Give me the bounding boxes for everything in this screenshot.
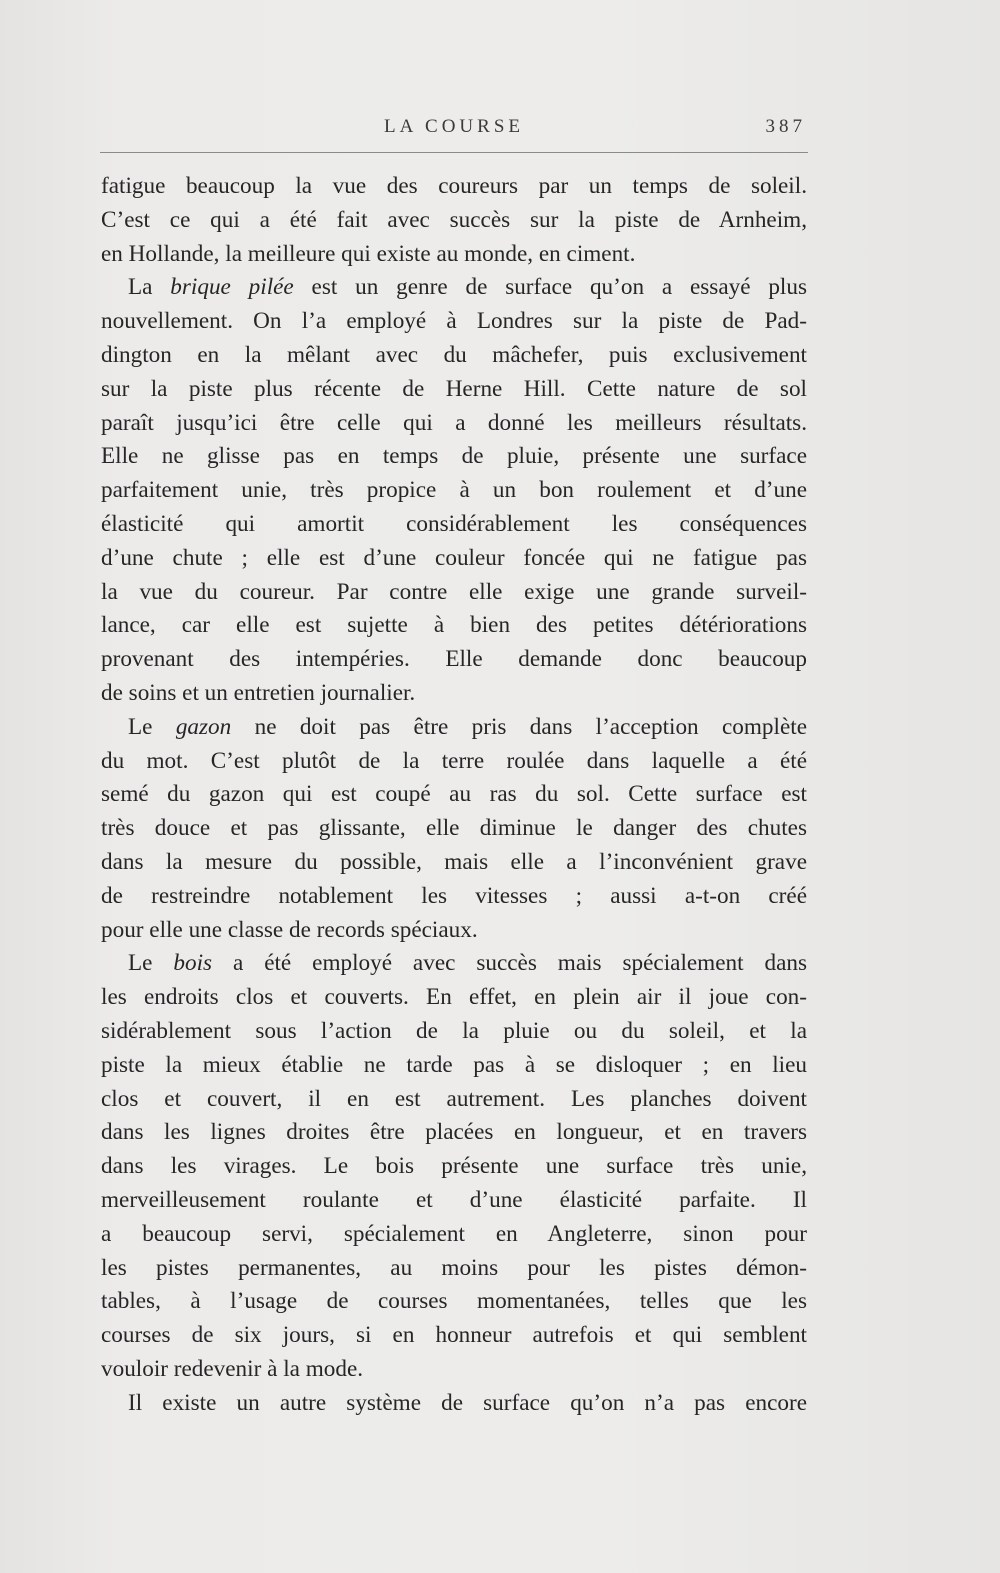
page-number: 387 [765, 116, 806, 137]
text-line: C’est ce qui a été fait avec succès sur la piste de Arnheim, [101, 206, 807, 233]
text-line: pour elle une classe de records spéciaux. [101, 916, 478, 943]
italic-term: bois [173, 950, 213, 977]
text-line: Le bois a été employé avec succès mais spécialement dans [128, 950, 807, 977]
text-line: en Hollande, la meilleure qui existe au monde, en ciment. [101, 240, 636, 267]
text-line: de restreindre notablement les vitesses ; aussi a-t-on créé [101, 882, 807, 909]
running-title: LA COURSE [384, 116, 524, 137]
text-line: d’une chute ; elle est d’une couleur foncée qui ne fatigue pas [101, 544, 807, 571]
text-line: les pistes permanentes, au moins pour les pistes démon- [101, 1254, 807, 1281]
text-line: la vue du coureur. Par contre elle exige une grande surveil- [101, 578, 807, 605]
text-line: nouvellement. On l’a employé à Londres sur la piste de Pad- [101, 308, 807, 335]
text-line: très douce et pas glissante, elle diminue le danger des chutes [101, 815, 807, 842]
text-line: provenant des intempéries. Elle demande donc beaucoup [101, 646, 807, 673]
text-line: fatigue beaucoup la vue des coureurs par un temps de soleil. [101, 173, 807, 199]
text-line: dans les lignes droites être placées en longueur, et en travers [101, 1119, 807, 1146]
text-line: les endroits clos et couverts. En effet, en plein air il joue con- [101, 984, 807, 1011]
text-line: sur la piste plus récente de Herne Hill. Cette nature de sol [101, 375, 807, 402]
text-line: élasticité qui amortit considérablement les conséquences [101, 510, 807, 537]
text-line: Le gazon ne doit pas être pris dans l’acception complète [128, 713, 807, 740]
italic-term: brique pilée [170, 274, 294, 301]
text-line: dans les virages. Le bois présente une surface très unie, [101, 1153, 807, 1180]
text-line: sidérablement sous l’action de la pluie ou du soleil, et la [101, 1017, 807, 1044]
text-line: clos et couvert, il en est autrement. Les planches doivent [101, 1085, 807, 1112]
text-line: lance, car elle est sujette à bien des petites détériorations [101, 612, 807, 639]
text-line: courses de six jours, si en honneur autrefois et qui semblent [101, 1322, 807, 1349]
text-line: tables, à l’usage de courses momentanées, telles que les [101, 1288, 807, 1315]
text-line: paraît jusqu’ici être celle qui a donné les meilleurs résultats. [101, 409, 807, 436]
italic-term: gazon [175, 713, 232, 740]
text-line: vouloir redevenir à la mode. [101, 1355, 364, 1382]
text-line: de soins et un entretien journalier. [101, 679, 416, 706]
body-text [101, 170, 807, 1420]
text-line: parfaitement unie, très propice à un bon roulement et d’une [101, 477, 807, 504]
text-line: piste la mieux établie ne tarde pas à se disloquer ; en lieu [101, 1051, 807, 1078]
text-line: du mot. C’est plutôt de la terre roulée dans laquelle a été [101, 747, 807, 774]
text-line: Elle ne glisse pas en temps de pluie, présente une surface [101, 443, 807, 470]
header-rule [100, 152, 808, 153]
text-line: dans la mesure du possible, mais elle a l’inconvénient grave [101, 848, 807, 875]
text-line: La brique pilée est un genre de surface qu’on a essayé plus [128, 274, 807, 301]
text-line: Il existe un autre système de surface qu’on n’a pas encore [128, 1389, 807, 1416]
text-line: merveilleusement roulante et d’une élasticité parfaite. Il [101, 1186, 807, 1213]
text-line: a beaucoup servi, spécialement en Angleterre, sinon pour [101, 1220, 807, 1247]
running-head [102, 116, 806, 140]
text-line: semé du gazon qui est coupé au ras du sol. Cette surface est [101, 781, 807, 808]
text-line: dington en la mêlant avec du mâchefer, puis exclusivement [101, 341, 807, 368]
